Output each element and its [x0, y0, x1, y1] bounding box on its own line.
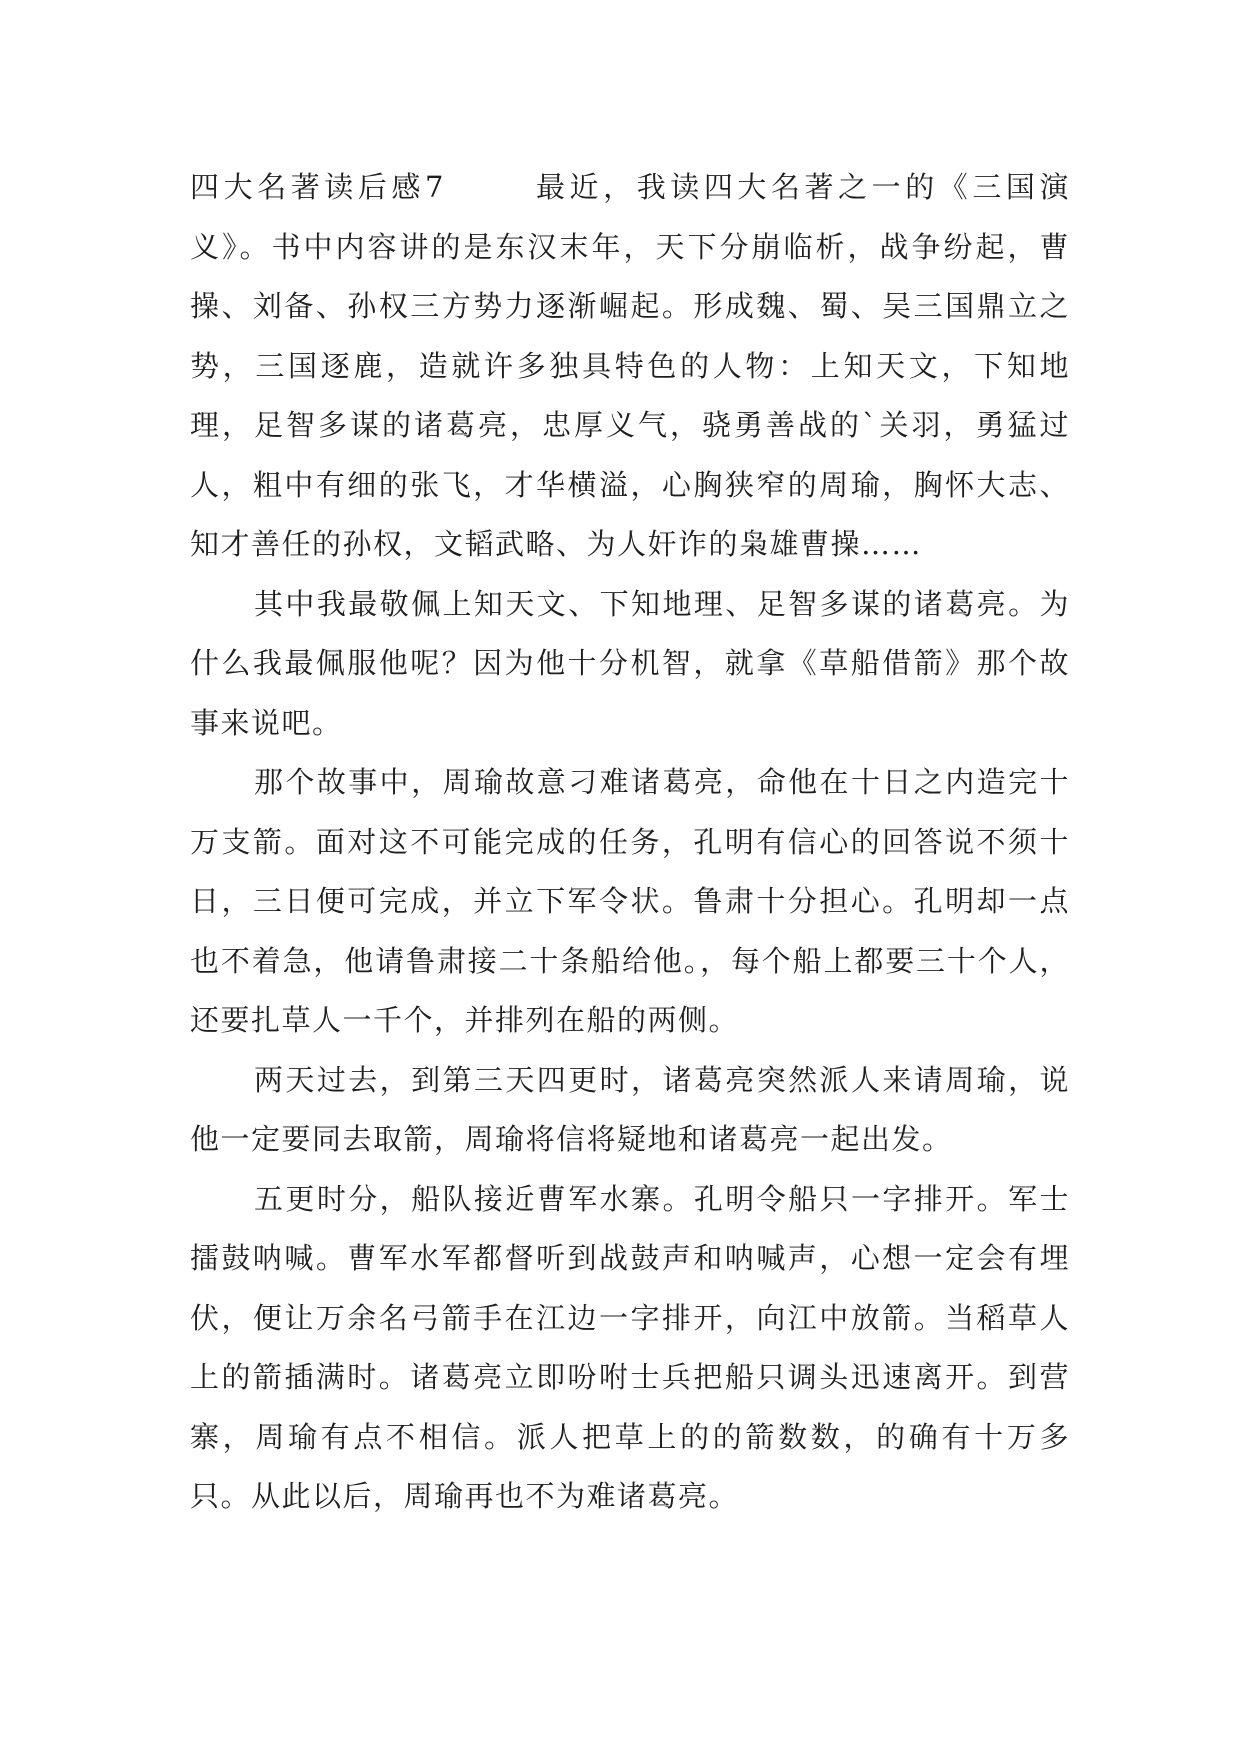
- document-body: [190, 158, 1070, 1527]
- paragraph-1: [190, 158, 1070, 575]
- paragraph-2: 其中我最敬佩上知天文、下知地理、足智多谋的诸葛亮。为什么我最佩服他呢？因为他十分机智，就拿《草船借箭》那个故事来说吧。: [190, 586, 1070, 740]
- paragraph-4: 两天过去，到第三天四更时，诸葛亮突然派人来请周瑜，说他一定要同去取箭，周瑜将信将疑地和诸葛亮一起出发。: [190, 1062, 1070, 1156]
- paragraph-5: 五更时分，船队接近曹军水寨。孔明令船只一字排开。军士擂鼓呐喊。曹军水军都督听到战鼓声和呐喊声，心想一定会有埋伏，便让万余名弓箭手在江边一字排开，向江中放箭。当稻草人上的箭插满时。诸葛亮立即吩咐士兵把船只调头迅速离开。到营寨，周瑜有点不相信。派人把草上的的箭数数，的确有十万多只。从此以后，周瑜再也不为难诸葛亮。: [190, 1181, 1070, 1513]
- paragraph-text: 最近，我读四大名著之一的《三国演义》。书中内容讲的是东汉末年，天下分崩临析，战争纷起，曹操、刘备、孙权三方势力逐渐崛起。形成魏、蜀、吴三国鼎立之势，三国逐鹿，造就许多独具特色的人物：上知天文，下知地理，足智多谋的诸葛亮，忠厚义气，骁勇善战的`关羽，勇猛过人，粗中有细的张飞，才华横溢，心胸狭窄的周瑜，胸怀大志、知才善任的孙权，文韬武略、为人奸诈的枭雄曹操……: [190, 170, 1070, 561]
- document-title: 四大名著读后感7: [190, 170, 445, 204]
- paragraph-3: 那个故事中，周瑜故意刁难诸葛亮，命他在十日之内造完十万支箭。面对这不可能完成的任务，孔明有信心的回答说不须十日，三日便可完成，并立下军令状。鲁肃十分担心。孔明却一点也不着急，他请鲁肃接二十条船给他。，每个船上都要三十个人，还要扎草人一千个，并排列在船的两侧。: [190, 765, 1070, 1037]
